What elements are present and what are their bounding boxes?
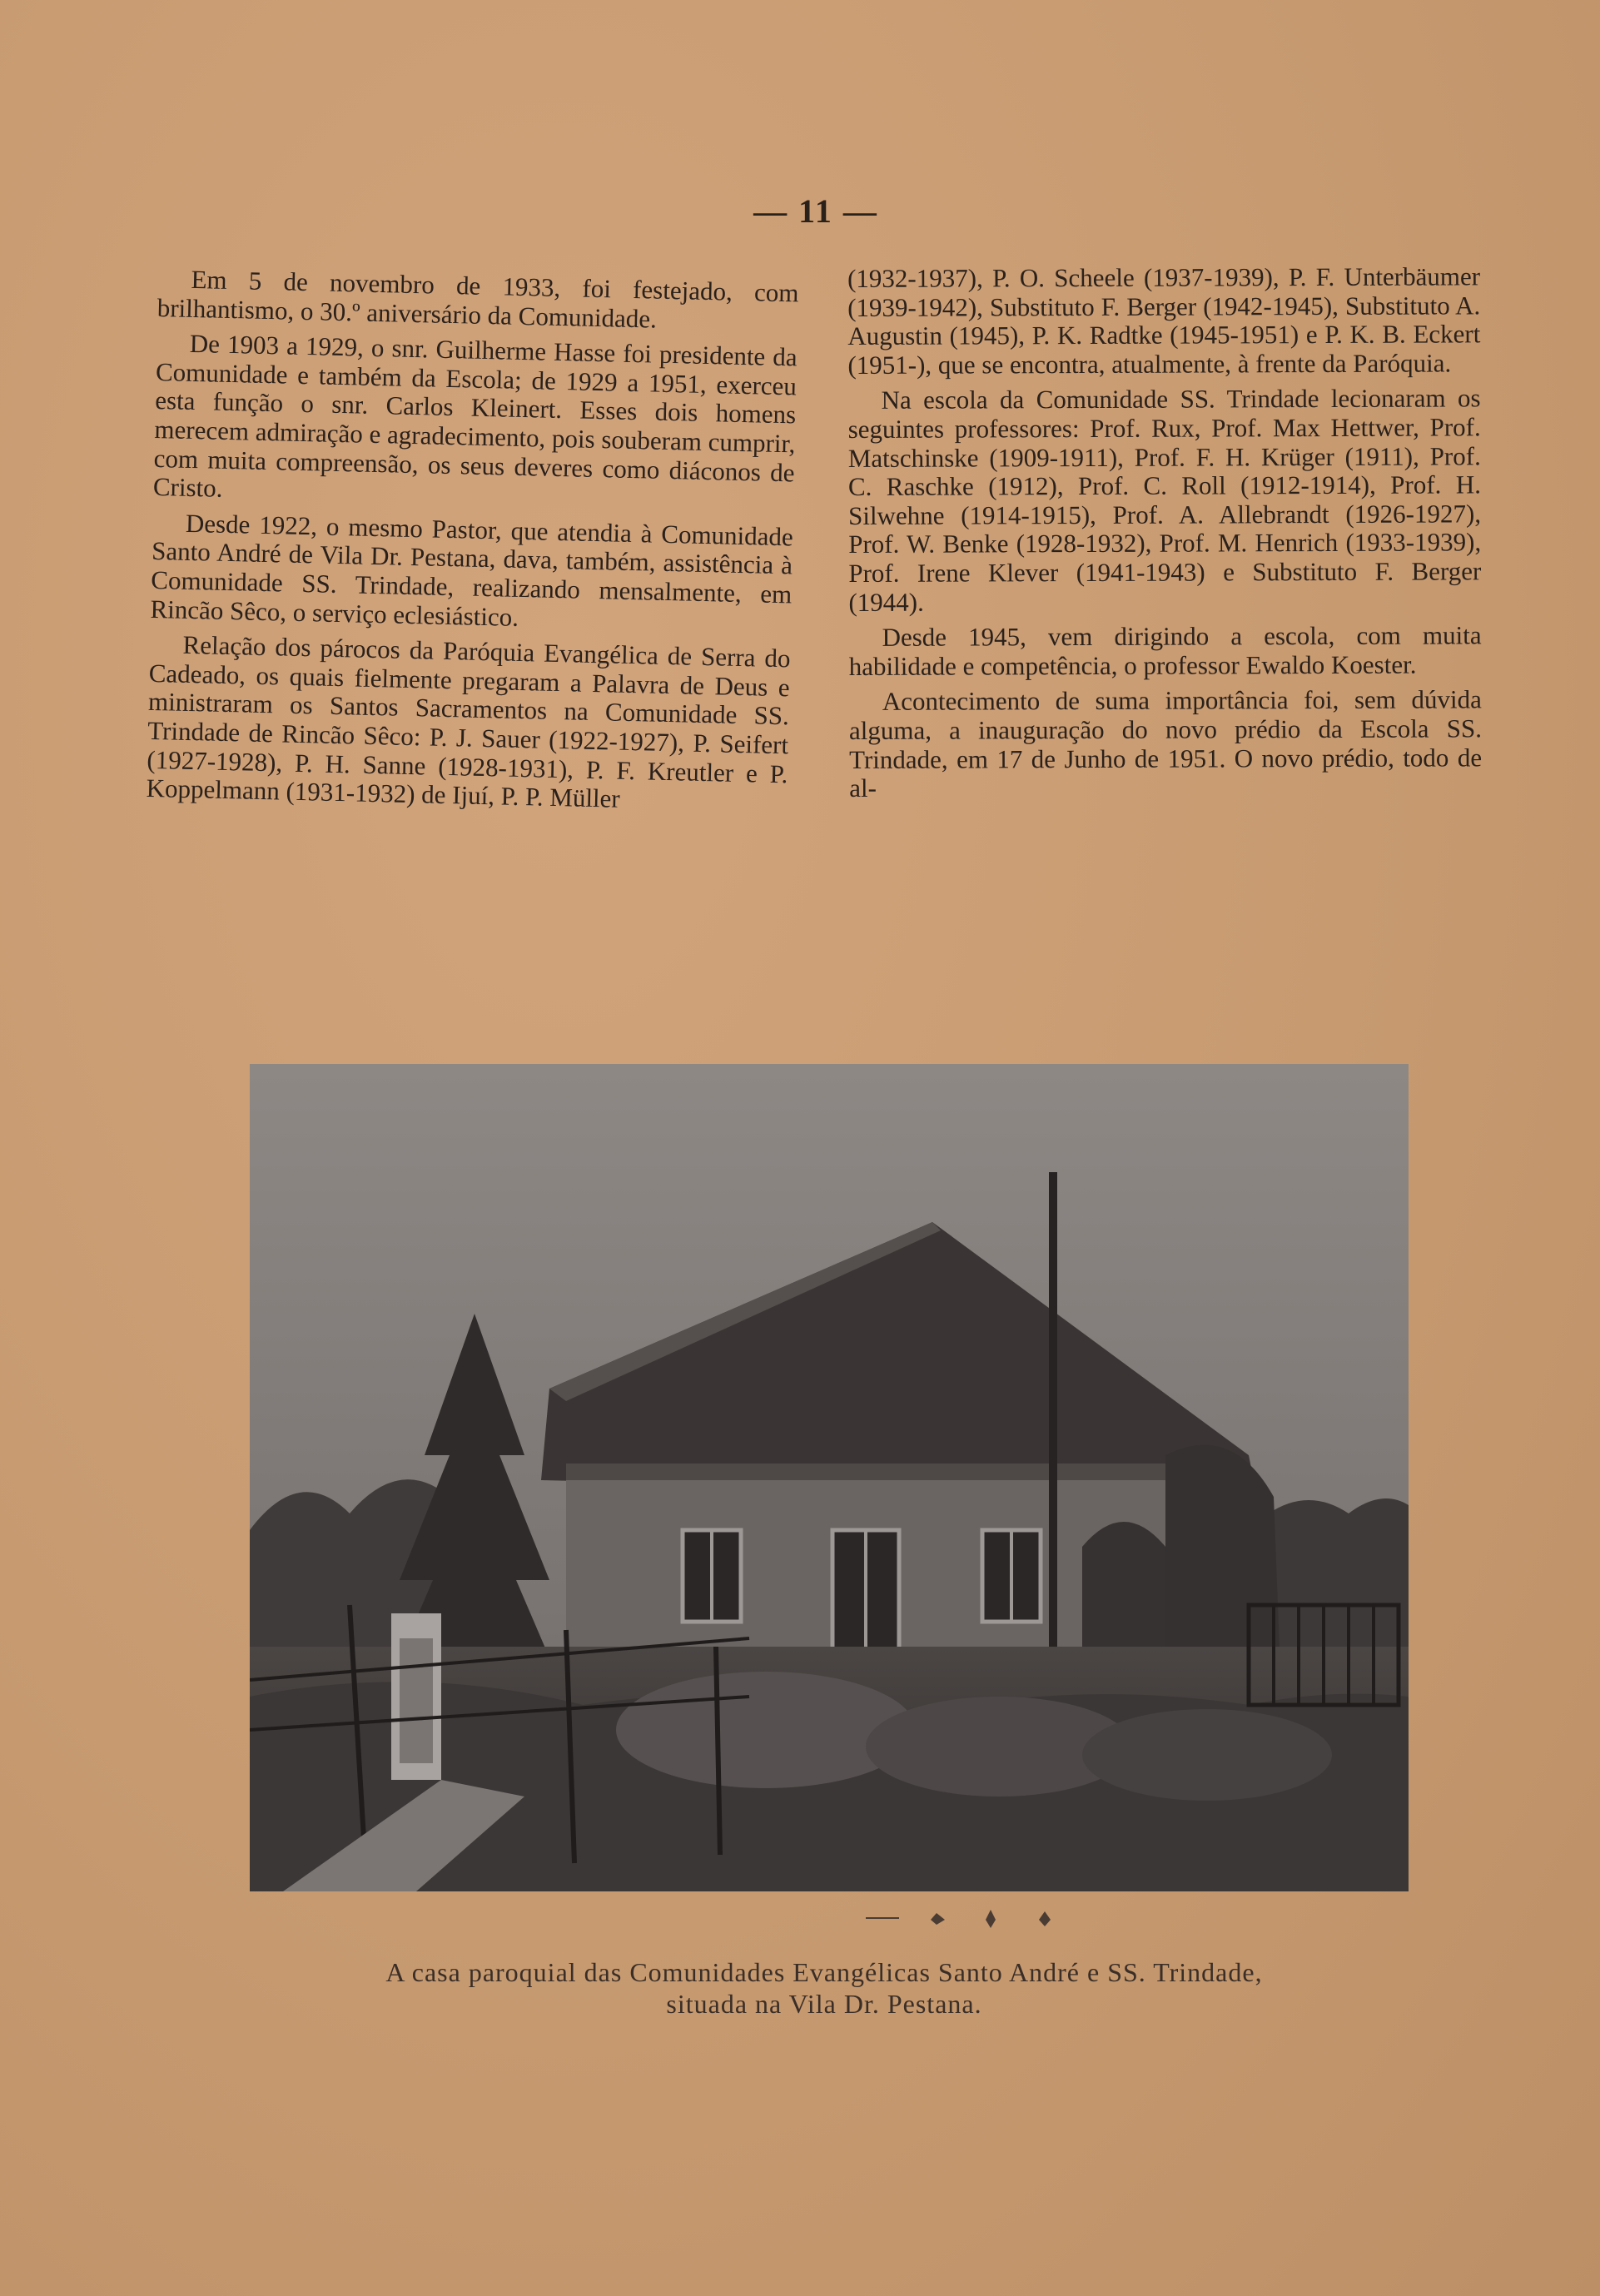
caption-line: A casa paroquial das Comunidades Evangélicas Santo André e SS. Trindade,	[385, 1957, 1263, 1987]
paragraph: Relação dos párocos da Paróquia Evangélica de Serra do Cadeado, os quais fielmente pregaram a Palavra de Deus e ministraram os Santos Sacramentos na Comunidade SS. Trindade de Rincão Sêco: P. J. Sauer (1922-1927), P. Seifert (1927-1928), P. H. Sanne (1928-1931), P. F. Kreutler e P. Koppelmann (1931-1932) de Ijuí, P. P. Müller	[146, 629, 791, 813]
paragraph: Na escola da Comunidade SS. Trindade lecionaram os seguintes professores: Prof. Rux, Prof. Max Hettwer, Prof. Matschinske (1909-1911), Prof. F. H. Krüger (1911), Prof. C. Raschke (1912), Prof. C. Roll (1912-1914), Prof. H. Silwehne (1914-1915), Prof. A. Allebrandt (1926-1927), Prof. W. Benke (1928-1932), Prof. M. Henrich (1933-1939), Prof. Irene Klever (1941-1943) e Substituto F. Berger (1944).	[847, 383, 1482, 617]
paragraph: Acontecimento de suma importância foi, sem dúvida alguma, a inauguração do novo prédio da Escola SS. Trindade, em 17 de Junho de 1951. O novo prédio, todo de al-	[848, 684, 1483, 803]
paragraph: De 1903 a 1929, o snr. Guilherme Hasse foi presidente da Comunidade e também da Escola; de 1929 a 1951, exerceu esta função o snr. Carlos Kleinert. Esses dois homens merecem admiração e agradecimento, pois souberam cumprir, com muita compreensão, os seus deveres como diáconos de Cristo.	[152, 329, 798, 503]
paragraph: Desde 1945, vem dirigindo a escola, com muita habilidade e competência, o professor Ewaldo Koester.	[848, 620, 1482, 681]
paragraph: Em 5 de novembro de 1933, foi festejado, com brilhantismo, o 30.º aniversário da Comunidade.	[157, 264, 799, 334]
right-column	[847, 262, 1482, 809]
caption-line: situada na Vila Dr. Pestana.	[666, 1989, 982, 2019]
house-photo-icon	[250, 1064, 1409, 1891]
photo-caption	[208, 1956, 1440, 2020]
left-column	[146, 265, 799, 824]
paragraph: Desde 1922, o mesmo Pastor, que atendia à Comunidade Santo André de Vila Dr. Pestana, dava, também, assistência à Comunidade SS. Trindade, realizando mensalmente, em Rincão Sêco, o serviço eclesiástico.	[150, 508, 794, 632]
ornament-divider	[866, 1906, 1099, 1931]
paragraph: (1932-1937), P. O. Scheele (1937-1939), P. F. Unterbäumer (1939-1942), Substituto F. Berger (1942-1945), Substituto A. Augustin (1945), P. K. Radtke (1945-1951) e P. K. B. Eckert (1951-), que se encontra, atualmente, à frente da Paróquia.	[847, 261, 1481, 380]
page-number: — 11 —	[753, 192, 878, 230]
